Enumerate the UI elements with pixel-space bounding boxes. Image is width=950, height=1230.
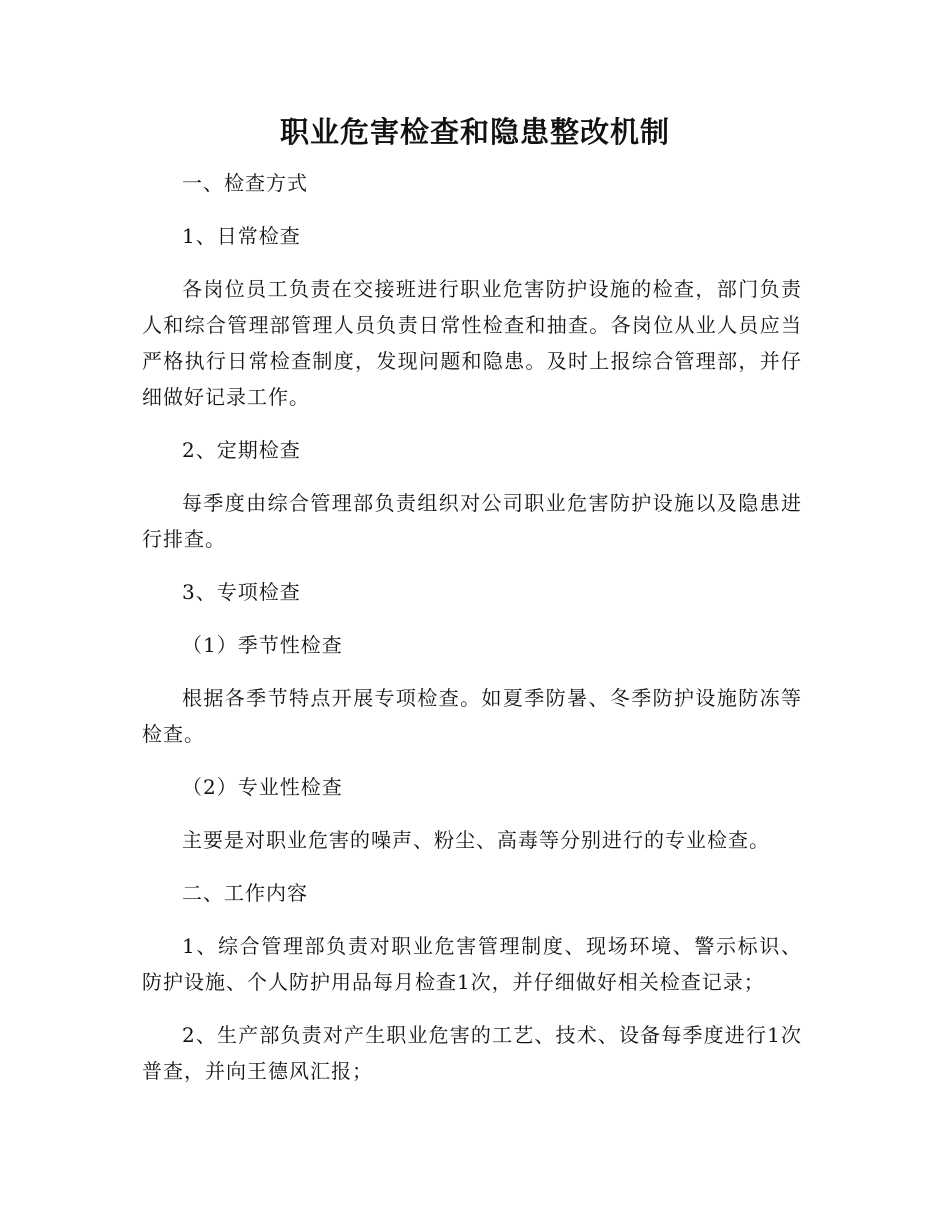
- paragraph-professional-inspection: 主要是对职业危害的噪声、粉尘、高毒等分别进行的专业检查。: [182, 828, 770, 852]
- paragraph-regular-inspection: 每季度由综合管理部负责组织对公司职业危害防护设施以及隐患进行排查。: [142, 491, 802, 551]
- paragraph-work-content-2: 2、生产部负责对产生职业危害的工艺、技术、设备每季度进行1次普查，并向王德风汇报；: [142, 1023, 802, 1083]
- subheading-daily-inspection: 1、日常检查: [182, 224, 301, 248]
- section-heading-inspection-methods: 一、检查方式: [182, 171, 308, 195]
- document-title: 职业危害检查和隐患整改机制: [279, 115, 670, 149]
- paragraph-seasonal-inspection: 根据各季节特点开展专项检查。如夏季防暑、冬季防护设施防冻等检查。: [142, 686, 802, 746]
- subheading-professional-inspection: （2）专业性检查: [182, 775, 343, 799]
- paragraph-daily-inspection: 各岗位员工负责在交接班进行职业危害防护设施的检查，部门负责人和综合管理部管理人员负责日常性检查和抽查。各岗位从业人员应当严格执行日常检查制度，发现问题和隐患。及时上报综合管理部，并仔细做好记录工作。: [142, 277, 802, 409]
- subheading-seasonal-inspection: （1）季节性检查: [182, 633, 343, 657]
- section-heading-work-content: 二、工作内容: [182, 881, 308, 905]
- subheading-special-inspection: 3、专项检查: [182, 580, 301, 604]
- subheading-regular-inspection: 2、定期检查: [182, 438, 301, 462]
- document-body: [142, 165, 802, 1089]
- paragraph-work-content-1: 1、综合管理部负责对职业危害管理制度、现场环境、警示标识、防护设施、个人防护用品每月检查1次，并仔细做好相关检查记录；: [142, 934, 802, 994]
